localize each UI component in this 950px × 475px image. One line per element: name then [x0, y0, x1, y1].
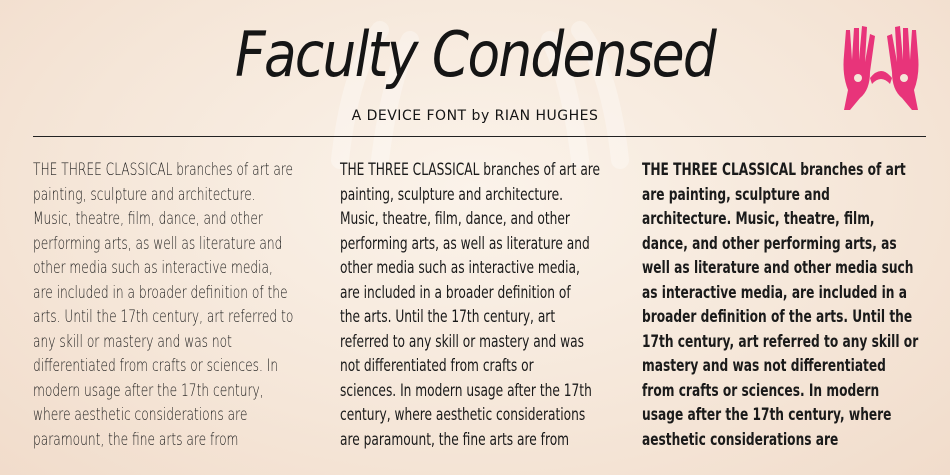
text-line: the arts. Until the 17th century, art — [340, 307, 556, 326]
text-line: broader definition of the arts. Until the — [642, 307, 913, 326]
text-line: modern usage after the 17th century, — [33, 380, 264, 400]
text-line: century, where aesthetic considerations — [340, 405, 586, 424]
text-line: paramount, the fine arts are from — [33, 429, 239, 449]
horizontal-rule — [33, 136, 926, 137]
text-line: other media such as interactive media, — [340, 258, 580, 277]
text-line: THE THREE CLASSICAL branches of art are — [340, 160, 601, 179]
text-column-regular — [340, 158, 636, 452]
text-column-bold — [642, 158, 938, 452]
text-line: sciences. In modern usage after the 17th — [340, 380, 592, 400]
text-line: Music, theatre, film, dance, and other — [33, 209, 263, 228]
text-line: THE THREE CLASSICAL branches of art are — [33, 160, 294, 179]
text-line: as interactive media, are included in a — [642, 282, 907, 302]
text-line: dance, and other performing arts, as — [642, 233, 897, 253]
text-line: aesthetic considerations are — [642, 429, 839, 449]
text-line: THE THREE CLASSICAL branches of art — [642, 160, 906, 179]
text-line: referred to any skill or mastery and was — [340, 331, 584, 351]
text-line: Music, theatre, film, dance, and other — [340, 209, 570, 228]
text-line: painting, sculpture and architecture. — [33, 184, 256, 204]
text-line: differentiated from crafts or sciences. In — [33, 356, 279, 375]
text-line: not differentiated from crafts or — [340, 356, 534, 375]
text-line: any skill or mastery and was not — [33, 331, 232, 351]
text-line: other media such as interactive media, — [33, 258, 273, 277]
text-line: mastery and was not differentiated — [642, 356, 886, 375]
text-line: 17th century, art referred to any skill or — [642, 331, 919, 351]
text-column-light — [33, 158, 329, 452]
text-line: performing arts, as well as literature and — [33, 233, 283, 253]
text-line: are included in a broader definition of — [340, 282, 571, 302]
text-line: where aesthetic considerations are — [33, 405, 248, 424]
text-line: from crafts or sciences. In modern — [642, 380, 880, 400]
text-line: are paramount, the fine arts are from — [340, 429, 570, 449]
text-line: are included in a broader definition of the — [33, 282, 288, 302]
text-line: architecture. Music, theatre, film, — [642, 209, 875, 228]
page-subtitle: A DEVICE FONT by RIAN HUGHES — [351, 108, 599, 124]
text-line: painting, sculpture and architecture. — [340, 184, 564, 204]
text-line: performing arts, as well as literature and — [340, 233, 590, 253]
text-line: arts. Until the 17th century, art referred to — [33, 307, 294, 326]
text-line: well as literature and other media such — [642, 258, 914, 277]
text-line: usage after the 17th century, where — [642, 405, 892, 424]
page-title: Faculty Condensed — [235, 18, 715, 91]
hands-logo-icon — [840, 20, 922, 112]
text-line: are painting, sculpture and — [642, 184, 830, 204]
